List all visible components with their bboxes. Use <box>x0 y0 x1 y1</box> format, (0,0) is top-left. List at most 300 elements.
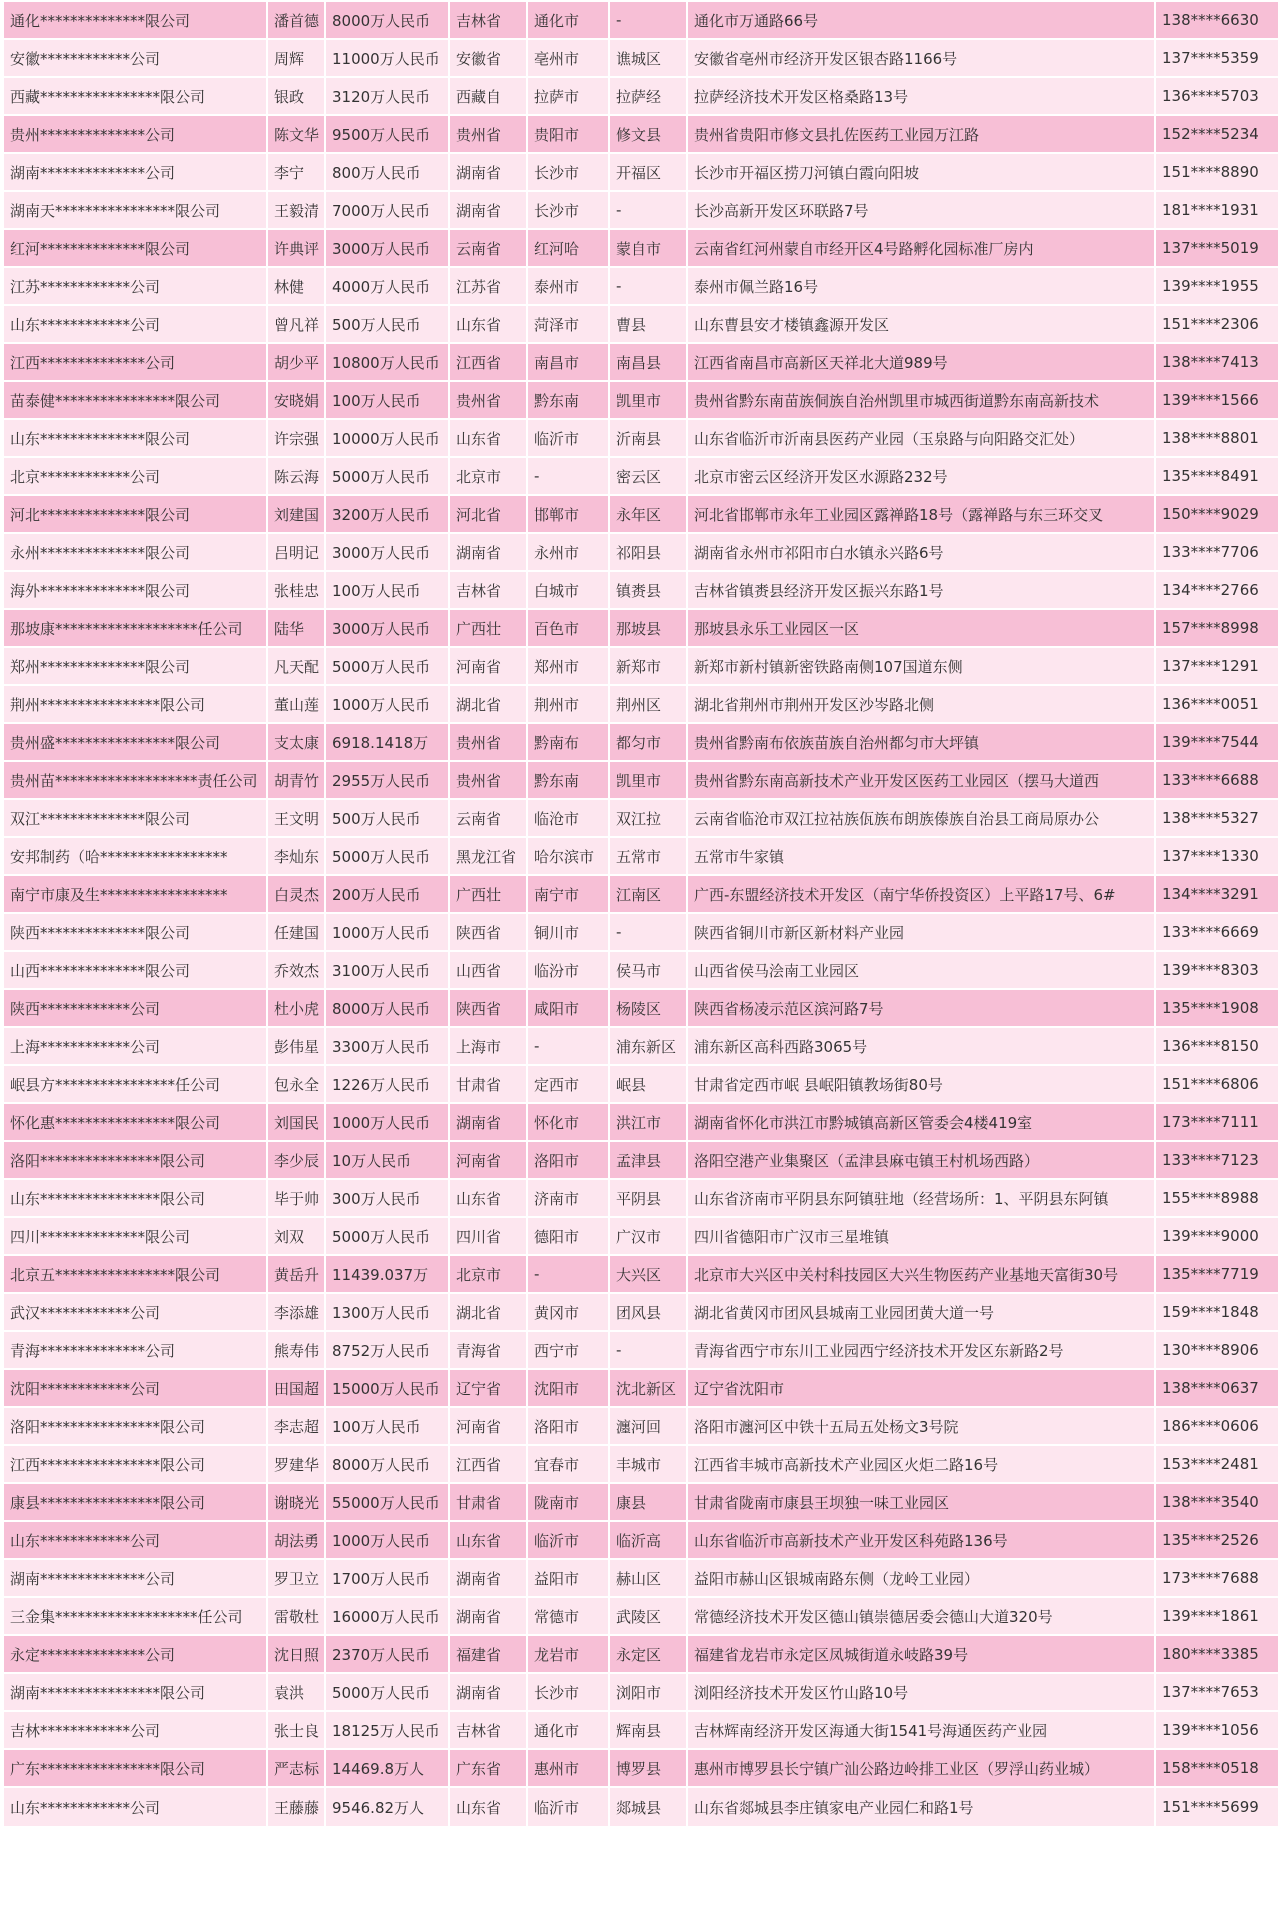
table-row <box>4 192 1278 228</box>
legal-person-cell: 支太康 <box>268 724 324 760</box>
legal-person-cell: 安晓娟 <box>268 382 324 418</box>
table-row <box>4 648 1278 684</box>
phone-cell: 139****1566 <box>1156 382 1278 418</box>
city-cell: 长沙市 <box>528 154 608 190</box>
company-name-cell: 安邦制药（哈***************** <box>4 838 266 874</box>
district-cell: - <box>610 914 686 950</box>
phone-cell: 150****9029 <box>1156 496 1278 532</box>
table-row <box>4 1484 1278 1520</box>
phone-cell: 157****8998 <box>1156 610 1278 646</box>
city-cell: 长沙市 <box>528 1674 608 1710</box>
district-cell: 曹县 <box>610 306 686 342</box>
address-cell: 北京市密云区经济开发区水源路232号 <box>688 458 1154 494</box>
legal-person-cell: 胡法勇 <box>268 1522 324 1558</box>
table-row <box>4 1408 1278 1444</box>
city-cell: 铜川市 <box>528 914 608 950</box>
district-cell: 浏阳市 <box>610 1674 686 1710</box>
table-row <box>4 1750 1278 1786</box>
phone-cell: 133****7123 <box>1156 1142 1278 1178</box>
legal-person-cell: 陆华 <box>268 610 324 646</box>
district-cell: 沈北新区 <box>610 1370 686 1406</box>
city-cell: 邯郸市 <box>528 496 608 532</box>
province-cell: 河南省 <box>450 1142 526 1178</box>
registered-capital-cell: 1000万人民币 <box>326 1104 448 1140</box>
company-name-cell: 永定**************公司 <box>4 1636 266 1672</box>
legal-person-cell: 凡天配 <box>268 648 324 684</box>
address-cell: 江西省南昌市高新区天祥北大道989号 <box>688 344 1154 380</box>
legal-person-cell: 王文明 <box>268 800 324 836</box>
address-cell: 湖南省永州市祁阳市白水镇永兴路6号 <box>688 534 1154 570</box>
legal-person-cell: 王藤藤 <box>268 1788 324 1826</box>
table-row <box>4 40 1278 76</box>
registered-capital-cell: 3000万人民币 <box>326 534 448 570</box>
registered-capital-cell: 8000万人民币 <box>326 1446 448 1482</box>
company-name-cell: 永州**************限公司 <box>4 534 266 570</box>
registered-capital-cell: 1000万人民币 <box>326 1522 448 1558</box>
city-cell: 陇南市 <box>528 1484 608 1520</box>
registered-capital-cell: 3120万人民币 <box>326 78 448 114</box>
phone-cell: 136****5703 <box>1156 78 1278 114</box>
registered-capital-cell: 800万人民币 <box>326 154 448 190</box>
phone-cell: 139****9000 <box>1156 1218 1278 1254</box>
table-row <box>4 914 1278 950</box>
district-cell: 丰城市 <box>610 1446 686 1482</box>
table-row <box>4 1180 1278 1216</box>
city-cell: 定西市 <box>528 1066 608 1102</box>
district-cell: 岷县 <box>610 1066 686 1102</box>
table-row <box>4 838 1278 874</box>
address-cell: 惠州市博罗县长宁镇广汕公路边岭排工业区（罗浮山药业城） <box>688 1750 1154 1786</box>
district-cell: - <box>610 2 686 38</box>
registered-capital-cell: 10800万人民币 <box>326 344 448 380</box>
district-cell: 荆州区 <box>610 686 686 722</box>
district-cell: 江南区 <box>610 876 686 912</box>
phone-cell: 138****5327 <box>1156 800 1278 836</box>
registered-capital-cell: 500万人民币 <box>326 800 448 836</box>
address-cell: 益阳市赫山区银城南路东侧（龙岭工业园） <box>688 1560 1154 1596</box>
registered-capital-cell: 100万人民币 <box>326 572 448 608</box>
city-cell: 拉萨市 <box>528 78 608 114</box>
registered-capital-cell: 3000万人民币 <box>326 610 448 646</box>
district-cell: 瀍河回 <box>610 1408 686 1444</box>
phone-cell: 158****0518 <box>1156 1750 1278 1786</box>
district-cell: 武陵区 <box>610 1598 686 1634</box>
company-name-cell: 双江**************限公司 <box>4 800 266 836</box>
registered-capital-cell: 100万人民币 <box>326 382 448 418</box>
province-cell: 山东省 <box>450 1180 526 1216</box>
address-cell: 辽宁省沈阳市 <box>688 1370 1154 1406</box>
registered-capital-cell: 10000万人民币 <box>326 420 448 456</box>
province-cell: 广西壮 <box>450 876 526 912</box>
province-cell: 广东省 <box>450 1750 526 1786</box>
company-name-cell: 贵州盛****************限公司 <box>4 724 266 760</box>
phone-cell: 173****7688 <box>1156 1560 1278 1596</box>
company-name-cell: 南宁市康及生***************** <box>4 876 266 912</box>
province-cell: 湖南省 <box>450 154 526 190</box>
city-cell: 菏泽市 <box>528 306 608 342</box>
province-cell: 广西壮 <box>450 610 526 646</box>
phone-cell: 137****1330 <box>1156 838 1278 874</box>
address-cell: 湖北省荆州市荆州开发区沙岑路北侧 <box>688 686 1154 722</box>
city-cell: 红河哈 <box>528 230 608 266</box>
province-cell: 安徽省 <box>450 40 526 76</box>
district-cell: 侯马市 <box>610 952 686 988</box>
province-cell: 云南省 <box>450 230 526 266</box>
district-cell: 康县 <box>610 1484 686 1520</box>
phone-cell: 186****0606 <box>1156 1408 1278 1444</box>
district-cell: - <box>610 268 686 304</box>
company-name-cell: 北京五****************限公司 <box>4 1256 266 1292</box>
table-row <box>4 344 1278 380</box>
city-cell: 白城市 <box>528 572 608 608</box>
district-cell: 博罗县 <box>610 1750 686 1786</box>
city-cell: 益阳市 <box>528 1560 608 1596</box>
city-cell: 沈阳市 <box>528 1370 608 1406</box>
district-cell: - <box>610 1332 686 1368</box>
legal-person-cell: 罗建华 <box>268 1446 324 1482</box>
address-cell: 山东省郯城县李庄镇家电产业园仁和路1号 <box>688 1788 1154 1826</box>
city-cell: 南昌市 <box>528 344 608 380</box>
address-cell: 拉萨经济技术开发区格桑路13号 <box>688 78 1154 114</box>
company-name-cell: 山东************公司 <box>4 306 266 342</box>
address-cell: 贵州省贵阳市修文县扎佐医药工业园万江路 <box>688 116 1154 152</box>
province-cell: 辽宁省 <box>450 1370 526 1406</box>
table-row <box>4 534 1278 570</box>
phone-cell: 135****7719 <box>1156 1256 1278 1292</box>
company-name-cell: 青海**************公司 <box>4 1332 266 1368</box>
address-cell: 贵州省黔东南高新技术产业开发区医药工业园区（摆马大道西 <box>688 762 1154 798</box>
province-cell: 湖南省 <box>450 1560 526 1596</box>
registered-capital-cell: 2370万人民币 <box>326 1636 448 1672</box>
province-cell: 山东省 <box>450 1522 526 1558</box>
legal-person-cell: 王毅清 <box>268 192 324 228</box>
city-cell: 咸阳市 <box>528 990 608 1026</box>
table-row <box>4 116 1278 152</box>
province-cell: 上海市 <box>450 1028 526 1064</box>
table-row <box>4 1370 1278 1406</box>
city-cell: 常德市 <box>528 1598 608 1634</box>
district-cell: 镇赉县 <box>610 572 686 608</box>
city-cell: - <box>528 458 608 494</box>
district-cell: 辉南县 <box>610 1712 686 1748</box>
district-cell: 浦东新区 <box>610 1028 686 1064</box>
address-cell: 江西省丰城市高新技术产业园区火炬二路16号 <box>688 1446 1154 1482</box>
city-cell: - <box>528 1256 608 1292</box>
legal-person-cell: 许典评 <box>268 230 324 266</box>
province-cell: 湖北省 <box>450 1294 526 1330</box>
table-row <box>4 1446 1278 1482</box>
address-cell: 广西-东盟经济技术开发区（南宁华侨投资区）上平路17号、6# <box>688 876 1154 912</box>
registered-capital-cell: 5000万人民币 <box>326 648 448 684</box>
district-cell: 蒙自市 <box>610 230 686 266</box>
address-cell: 长沙市开福区捞刀河镇白霞向阳坡 <box>688 154 1154 190</box>
address-cell: 陕西省杨凌示范区滨河路7号 <box>688 990 1154 1026</box>
table-row <box>4 1104 1278 1140</box>
legal-person-cell: 田国超 <box>268 1370 324 1406</box>
province-cell: 湖南省 <box>450 1598 526 1634</box>
address-cell: 浦东新区高科西路3065号 <box>688 1028 1154 1064</box>
province-cell: 贵州省 <box>450 724 526 760</box>
table-row <box>4 1712 1278 1748</box>
address-cell: 长沙高新开发区环联路7号 <box>688 192 1154 228</box>
address-cell: 五常市牛家镇 <box>688 838 1154 874</box>
district-cell: 那坡县 <box>610 610 686 646</box>
city-cell: 荆州市 <box>528 686 608 722</box>
province-cell: 山东省 <box>450 420 526 456</box>
company-name-cell: 湖南天****************限公司 <box>4 192 266 228</box>
phone-cell: 133****6688 <box>1156 762 1278 798</box>
phone-cell: 137****7653 <box>1156 1674 1278 1710</box>
table-row <box>4 1142 1278 1178</box>
company-name-cell: 三金集*******************任公司 <box>4 1598 266 1634</box>
table-row <box>4 1332 1278 1368</box>
registered-capital-cell: 1000万人民币 <box>326 686 448 722</box>
province-cell: 江西省 <box>450 344 526 380</box>
city-cell: 哈尔滨市 <box>528 838 608 874</box>
legal-person-cell: 陈文华 <box>268 116 324 152</box>
province-cell: 山西省 <box>450 952 526 988</box>
phone-cell: 134****2766 <box>1156 572 1278 608</box>
phone-cell: 139****1056 <box>1156 1712 1278 1748</box>
district-cell: - <box>610 192 686 228</box>
phone-cell: 137****5359 <box>1156 40 1278 76</box>
legal-person-cell: 刘双 <box>268 1218 324 1254</box>
registered-capital-cell: 5000万人民币 <box>326 1218 448 1254</box>
legal-person-cell: 雷敬杜 <box>268 1598 324 1634</box>
province-cell: 福建省 <box>450 1636 526 1672</box>
phone-cell: 135****2526 <box>1156 1522 1278 1558</box>
address-cell: 常德经济技术开发区德山镇崇德居委会德山大道320号 <box>688 1598 1154 1634</box>
address-cell: 云南省临沧市双江拉祜族佤族布朗族傣族自治县工商局原办公 <box>688 800 1154 836</box>
legal-person-cell: 袁洪 <box>268 1674 324 1710</box>
table-row <box>4 1598 1278 1634</box>
district-cell: 郯城县 <box>610 1788 686 1826</box>
company-name-cell: 荆州****************限公司 <box>4 686 266 722</box>
district-cell: 拉萨经 <box>610 78 686 114</box>
phone-cell: 139****8303 <box>1156 952 1278 988</box>
city-cell: 黔东南 <box>528 762 608 798</box>
registered-capital-cell: 3200万人民币 <box>326 496 448 532</box>
city-cell: 西宁市 <box>528 1332 608 1368</box>
company-name-cell: 贵州苗*******************责任公司 <box>4 762 266 798</box>
legal-person-cell: 罗卫立 <box>268 1560 324 1596</box>
table-row <box>4 1560 1278 1596</box>
city-cell: 洛阳市 <box>528 1142 608 1178</box>
company-name-cell: 那坡康*******************任公司 <box>4 610 266 646</box>
address-cell: 吉林辉南经济开发区海通大街1541号海通医药产业园 <box>688 1712 1154 1748</box>
table-row <box>4 1636 1278 1672</box>
city-cell: 亳州市 <box>528 40 608 76</box>
company-name-cell: 湖南**************公司 <box>4 154 266 190</box>
city-cell: 百色市 <box>528 610 608 646</box>
phone-cell: 138****0637 <box>1156 1370 1278 1406</box>
registered-capital-cell: 5000万人民币 <box>326 838 448 874</box>
legal-person-cell: 乔效杰 <box>268 952 324 988</box>
company-name-cell: 贵州**************公司 <box>4 116 266 152</box>
province-cell: 吉林省 <box>450 2 526 38</box>
address-cell: 四川省德阳市广汉市三星堆镇 <box>688 1218 1154 1254</box>
phone-cell: 139****7544 <box>1156 724 1278 760</box>
table-row <box>4 306 1278 342</box>
legal-person-cell: 陈云海 <box>268 458 324 494</box>
registered-capital-cell: 8000万人民币 <box>326 2 448 38</box>
registered-capital-cell: 3100万人民币 <box>326 952 448 988</box>
company-name-cell: 山西**************限公司 <box>4 952 266 988</box>
province-cell: 云南省 <box>450 800 526 836</box>
district-cell: 开福区 <box>610 154 686 190</box>
legal-person-cell: 任建国 <box>268 914 324 950</box>
company-name-cell: 山东**************限公司 <box>4 420 266 456</box>
city-cell: 郑州市 <box>528 648 608 684</box>
legal-person-cell: 刘建国 <box>268 496 324 532</box>
company-name-cell: 通化**************限公司 <box>4 2 266 38</box>
address-cell: 湖北省黄冈市团风县城南工业园团黄大道一号 <box>688 1294 1154 1330</box>
province-cell: 黑龙江省 <box>450 838 526 874</box>
table-row <box>4 1066 1278 1102</box>
registered-capital-cell: 9500万人民币 <box>326 116 448 152</box>
registered-capital-cell: 4000万人民币 <box>326 268 448 304</box>
city-cell: 临沂市 <box>528 420 608 456</box>
table-row <box>4 268 1278 304</box>
district-cell: 洪江市 <box>610 1104 686 1140</box>
table-row <box>4 686 1278 722</box>
legal-person-cell: 李灿东 <box>268 838 324 874</box>
address-cell: 山东省临沂市沂南县医药产业园（玉泉路与向阳路交汇处） <box>688 420 1154 456</box>
province-cell: 山东省 <box>450 1788 526 1826</box>
address-cell: 吉林省镇赉县经济开发区振兴东路1号 <box>688 572 1154 608</box>
company-name-cell: 广东****************限公司 <box>4 1750 266 1786</box>
legal-person-cell: 许宗强 <box>268 420 324 456</box>
phone-cell: 151****5699 <box>1156 1788 1278 1826</box>
company-name-cell: 山东************公司 <box>4 1788 266 1826</box>
phone-cell: 139****1861 <box>1156 1598 1278 1634</box>
district-cell: 双江拉 <box>610 800 686 836</box>
table-row <box>4 800 1278 836</box>
legal-person-cell: 潘首德 <box>268 2 324 38</box>
province-cell: 湖南省 <box>450 1674 526 1710</box>
city-cell: 临沧市 <box>528 800 608 836</box>
province-cell: 吉林省 <box>450 572 526 608</box>
table-row <box>4 230 1278 266</box>
legal-person-cell: 白灵杰 <box>268 876 324 912</box>
province-cell: 吉林省 <box>450 1712 526 1748</box>
address-cell: 新郑市新村镇新密铁路南侧107国道东侧 <box>688 648 1154 684</box>
registered-capital-cell: 15000万人民币 <box>326 1370 448 1406</box>
district-cell: 密云区 <box>610 458 686 494</box>
district-cell: 广汉市 <box>610 1218 686 1254</box>
phone-cell: 138****8801 <box>1156 420 1278 456</box>
province-cell: 河北省 <box>450 496 526 532</box>
company-name-cell: 安徽************公司 <box>4 40 266 76</box>
phone-cell: 151****8890 <box>1156 154 1278 190</box>
company-name-cell: 陕西**************限公司 <box>4 914 266 950</box>
province-cell: 贵州省 <box>450 762 526 798</box>
district-cell: 平阴县 <box>610 1180 686 1216</box>
table-row <box>4 1218 1278 1254</box>
company-table <box>2 0 1280 1828</box>
table-row <box>4 1256 1278 1292</box>
phone-cell: 173****7111 <box>1156 1104 1278 1140</box>
company-name-cell: 河北**************限公司 <box>4 496 266 532</box>
address-cell: 山东省济南市平阴县东阿镇驻地（经营场所：1、平阴县东阿镇 <box>688 1180 1154 1216</box>
city-cell: 通化市 <box>528 1712 608 1748</box>
city-cell: 惠州市 <box>528 1750 608 1786</box>
company-name-cell: 红河**************限公司 <box>4 230 266 266</box>
table-row <box>4 1788 1278 1826</box>
registered-capital-cell: 200万人民币 <box>326 876 448 912</box>
city-cell: 德阳市 <box>528 1218 608 1254</box>
company-name-cell: 山东************公司 <box>4 1522 266 1558</box>
city-cell: 济南市 <box>528 1180 608 1216</box>
company-name-cell: 山东****************限公司 <box>4 1180 266 1216</box>
district-cell: 凯里市 <box>610 382 686 418</box>
table-row <box>4 990 1278 1026</box>
registered-capital-cell: 8000万人民币 <box>326 990 448 1026</box>
province-cell: 甘肃省 <box>450 1484 526 1520</box>
company-name-cell: 江西**************公司 <box>4 344 266 380</box>
table-row <box>4 1294 1278 1330</box>
phone-cell: 134****3291 <box>1156 876 1278 912</box>
phone-cell: 133****6669 <box>1156 914 1278 950</box>
registered-capital-cell: 11439.037万 <box>326 1256 448 1292</box>
address-cell: 陕西省铜川市新区新材料产业园 <box>688 914 1154 950</box>
legal-person-cell: 李宁 <box>268 154 324 190</box>
company-name-cell: 武汉************公司 <box>4 1294 266 1330</box>
legal-person-cell: 张士良 <box>268 1712 324 1748</box>
company-name-cell: 岷县方****************任公司 <box>4 1066 266 1102</box>
phone-cell: 159****1848 <box>1156 1294 1278 1330</box>
phone-cell: 138****3540 <box>1156 1484 1278 1520</box>
table-row <box>4 420 1278 456</box>
address-cell: 云南省红河州蒙自市经开区4号路孵化园标准厂房内 <box>688 230 1154 266</box>
province-cell: 北京市 <box>450 1256 526 1292</box>
company-name-cell: 海外**************限公司 <box>4 572 266 608</box>
province-cell: 湖南省 <box>450 1104 526 1140</box>
city-cell: 泰州市 <box>528 268 608 304</box>
district-cell: 永定区 <box>610 1636 686 1672</box>
company-name-cell: 洛阳****************限公司 <box>4 1408 266 1444</box>
company-name-cell: 北京************公司 <box>4 458 266 494</box>
legal-person-cell: 曾凡祥 <box>268 306 324 342</box>
phone-cell: 137****1291 <box>1156 648 1278 684</box>
province-cell: 湖南省 <box>450 534 526 570</box>
address-cell: 通化市万通路66号 <box>688 2 1154 38</box>
registered-capital-cell: 1700万人民币 <box>326 1560 448 1596</box>
address-cell: 福建省龙岩市永定区凤城街道永岐路39号 <box>688 1636 1154 1672</box>
address-cell: 青海省西宁市东川工业园西宁经济技术开发区东新路2号 <box>688 1332 1154 1368</box>
phone-cell: 139****1955 <box>1156 268 1278 304</box>
legal-person-cell: 董山莲 <box>268 686 324 722</box>
company-name-cell: 湖南**************公司 <box>4 1560 266 1596</box>
company-name-cell: 沈阳************公司 <box>4 1370 266 1406</box>
district-cell: 杨陵区 <box>610 990 686 1026</box>
company-name-cell: 江苏************公司 <box>4 268 266 304</box>
district-cell: 凯里市 <box>610 762 686 798</box>
address-cell: 湖南省怀化市洪江市黔城镇高新区管委会4楼419室 <box>688 1104 1154 1140</box>
company-name-cell: 四川**************限公司 <box>4 1218 266 1254</box>
phone-cell: 155****8988 <box>1156 1180 1278 1216</box>
legal-person-cell: 张桂忠 <box>268 572 324 608</box>
city-cell: - <box>528 1028 608 1064</box>
legal-person-cell: 周辉 <box>268 40 324 76</box>
address-cell: 北京市大兴区中关村科技园区大兴生物医药产业基地天富街30号 <box>688 1256 1154 1292</box>
legal-person-cell: 刘国民 <box>268 1104 324 1140</box>
province-cell: 河南省 <box>450 1408 526 1444</box>
registered-capital-cell: 14469.8万人 <box>326 1750 448 1786</box>
district-cell: 新郑市 <box>610 648 686 684</box>
registered-capital-cell: 1300万人民币 <box>326 1294 448 1330</box>
city-cell: 长沙市 <box>528 192 608 228</box>
